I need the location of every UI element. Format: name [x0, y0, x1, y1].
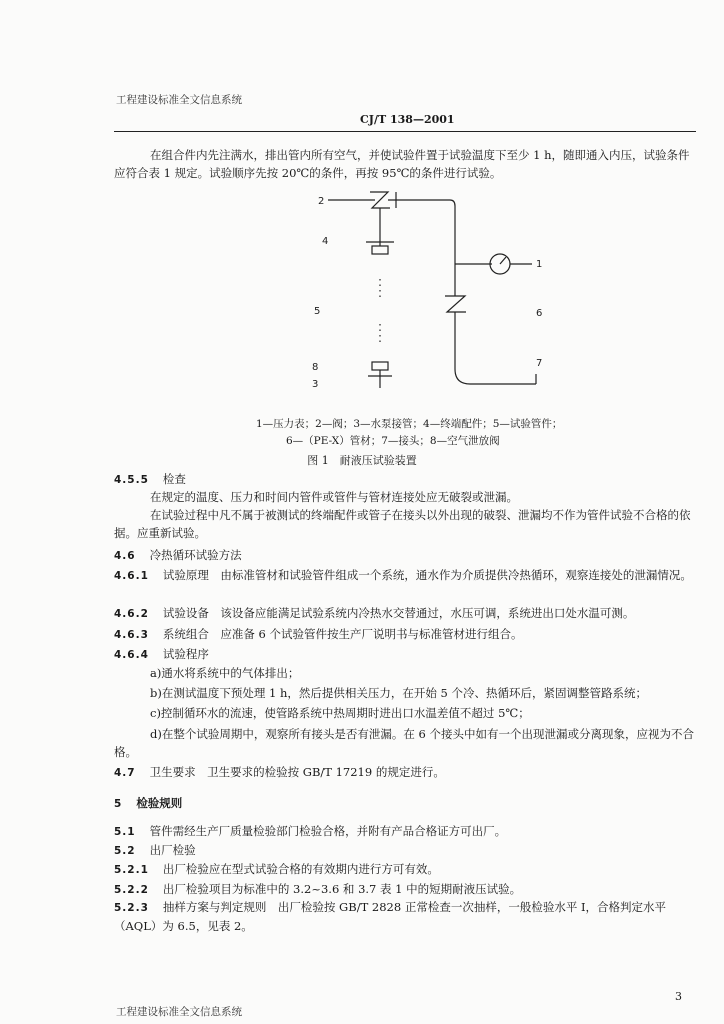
section-4-6-1	[114, 566, 696, 585]
fig-label-6: 6	[536, 308, 543, 319]
step-c: c)控制循环水的流速，使管路系统中热周期时进出口水温差值不超过 5℃；	[150, 706, 530, 720]
document-code: CJ/T 138—2001	[360, 113, 455, 126]
section-5-1	[114, 822, 696, 841]
section-4-7	[114, 763, 696, 782]
header-rule	[114, 131, 696, 132]
section-number: 4.6.1	[114, 570, 149, 582]
section-number: 4.7	[114, 767, 136, 779]
page-number: 3	[675, 990, 682, 1003]
section-number: 5.1	[114, 826, 136, 838]
section-4-6-2	[114, 604, 696, 623]
fig-label-1: 1	[536, 259, 543, 270]
section-number: 5	[114, 798, 123, 810]
section-title: 系统组合	[162, 627, 209, 641]
section-5-2-1	[114, 860, 696, 879]
section-number: 5.2.3	[114, 902, 149, 914]
paragraph: 在试验过程中凡不属于被测试的终端配件或管子在接头以外出现的破裂、泄漏均不作为管件试验不合格的依据。应重新试验。	[114, 508, 691, 540]
step-b: b)在测试温度下预处理 1 h，然后提供相关压力，在开始 5 个冷、热循环后，紧固调整管路系统；	[150, 686, 648, 700]
section-title: 试验原理	[162, 568, 209, 582]
section-title: 检查	[162, 472, 186, 486]
section-5	[114, 794, 696, 813]
figure-caption: 图 1 耐液压试验装置	[307, 454, 417, 467]
section-body: 卫生要求的检验按 GB/T 17219 的规定进行。	[207, 765, 445, 779]
section-number: 4.6.2	[114, 608, 149, 620]
section-5-2-2	[114, 880, 696, 899]
figure-legend-line-1: 1—压力表；2—阀；3—水泵接管；4—终端配件；5—试验管件；	[256, 418, 563, 430]
section-body: 应准备 6 个试验管件按生产厂说明书与标准管材进行组合。	[220, 627, 523, 641]
section-number: 5.2.1	[114, 864, 149, 876]
fig-label-7: 7	[536, 358, 543, 369]
footer-source: 工程建设标准全文信息系统	[116, 1006, 242, 1018]
section-number: 4.6	[114, 550, 136, 562]
section-title: 出厂检验	[149, 843, 196, 857]
fig-label-5: 5	[314, 306, 321, 317]
section-body: 出厂检验按 GB/T 2828 正常检查一次抽样，一般检验水平 Ⅰ，合格判定水平（AQL）为 6.5，见表 2。	[114, 900, 667, 933]
section-body: 出厂检验应在型式试验合格的有效期内进行方可有效。	[162, 862, 439, 876]
section-title: 检验规则	[136, 796, 183, 810]
section-body: 管件需经生产厂质量检验部门检验合格，并附有产品合格证方可出厂。	[149, 824, 507, 838]
section-title: 卫生要求	[149, 765, 196, 779]
section-body: 该设备应能满足试验系统内冷热水交替通过，水压可调，系统进出口处水温可测。	[220, 606, 635, 620]
section-number: 4.6.3	[114, 629, 149, 641]
step-a: a)通水将系统中的气体排出；	[150, 666, 300, 680]
section-title: 试验程序	[162, 647, 209, 661]
section-body: 由标准管材和试验管件组成一个系统，通水作为介质提供冷热循环，观察连接处的泄漏情况。	[220, 568, 692, 582]
section-number: 5.2	[114, 845, 136, 857]
section-4-5-5	[114, 470, 696, 489]
section-4-6-4	[114, 645, 696, 664]
section-5-2-3	[114, 898, 696, 935]
section-title: 抽样方案与判定规则	[162, 900, 267, 914]
section-4-6-3	[114, 625, 696, 644]
fig-label-4: 4	[322, 236, 329, 247]
fig-label-3: 3	[312, 379, 319, 390]
header-source: 工程建设标准全文信息系统	[116, 94, 242, 106]
step-d: d)在整个试验周期中，观察所有接头是否有泄漏。在 6 个接头中如有一个出现泄漏或分离现象，应视为不合格。	[114, 727, 694, 759]
fig-label-2: 2	[318, 196, 325, 207]
paragraph: 在规定的温度、压力和时间内管件或管件与管材连接处应无破裂或泄漏。	[150, 490, 518, 504]
section-number: 4.5.5	[114, 474, 149, 486]
section-title: 试验设备	[162, 606, 209, 620]
section-number: 5.2.2	[114, 884, 149, 896]
section-number: 4.6.4	[114, 649, 149, 661]
fig-label-8: 8	[312, 362, 319, 373]
intro-paragraph: 在组合件内先注满水，排出管内所有空气，并使试验件置于试验温度下至少 1 h，随即通入内压，试验条件应符合表 1 规定。试验顺序先按 20℃的条件，再按 95℃的条件进行试验。	[114, 148, 690, 180]
hydraulic-test-apparatus-figure	[300, 184, 560, 409]
section-body: 出厂检验项目为标准中的 3.2~3.6 和 3.7 表 1 中的短期耐液压试验。	[162, 882, 522, 896]
section-title: 冷热循环试验方法	[149, 548, 242, 562]
figure-legend-line-2: 6—（PE-X）管材；7—接头；8—空气泄放阀	[286, 435, 500, 447]
section-5-2	[114, 841, 696, 860]
section-4-6	[114, 546, 696, 565]
